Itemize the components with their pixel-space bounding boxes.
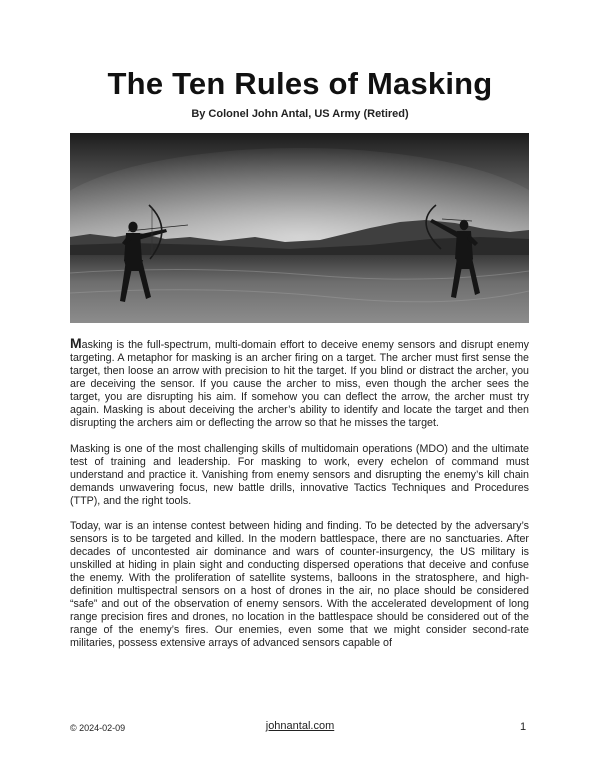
- author-byline: By Colonel John Antal, US Army (Retired): [191, 108, 409, 120]
- footer-website-link[interactable]: johnantal.com: [265, 720, 335, 732]
- drop-cap: M: [70, 335, 82, 351]
- paragraph-1-text: asking is the full-spectrum, multi-domain effort to deceive enemy sensors and disrupt enemy targeting. A metaphor for masking is an archer firing on a target. The archer must first sense the target, then loose an arrow with precision to hit the target. If you blind or distract the archer, you are deceiving the sensor. If you cause the archer to miss, even though the archer sees the target, you are disrupting his aim. If somehow you can deflect the arrow, the archer must try again. Masking is about deceiving the archer’s ability to identify and locate the target and then disrupting the archers aim or deflecting the arrow so that he misses the target.: [70, 339, 529, 429]
- footer-date: © 2024-02-09: [70, 723, 126, 733]
- paragraph-3: Today, war is an intense contest between hiding and finding. To be detected by the adversary’s sensors is to be targeted and killed. In the modern battlespace, there are no sanctuaries. After decades of uncontested air dominance and wars of counter-insurgency, the US military is unskilled at hiding in plain sight and conducting dispersed operations that deceive and confuse the enemy. With the proliferation of satellite systems, balloons in the stratosphere, and high-definition multispectral sensors on a host of drones in the air, no place should be considered “safe” and out of the observation of enemy sensors. With the accelerated development of long range precision fires and drones, no location in the battlespace should be considered out of the range of the enemy’s fires. Our enemies, even some that we might consider second-rate militaries, possess extensive arrays of advanced sensors capable of: [70, 520, 529, 650]
- article-body: [70, 337, 529, 663]
- page-number: 1: [520, 721, 527, 733]
- paragraph-2: Masking is one of the most challenging skills of multidomain operations (MDO) and the ultimate test of training and leadership. For masking to work, every echelon of command must understand and practice it. Vanishing from enemy sensors and disrupting the enemy’s kill chain demands unwavering focus, new battle drills, innovative Tactics Techniques and Procedures (TTP), and the right tools.: [70, 442, 529, 507]
- paragraph-1: [70, 337, 529, 430]
- archers-photo: [70, 133, 529, 323]
- document-title: The Ten Rules of Masking: [107, 66, 493, 101]
